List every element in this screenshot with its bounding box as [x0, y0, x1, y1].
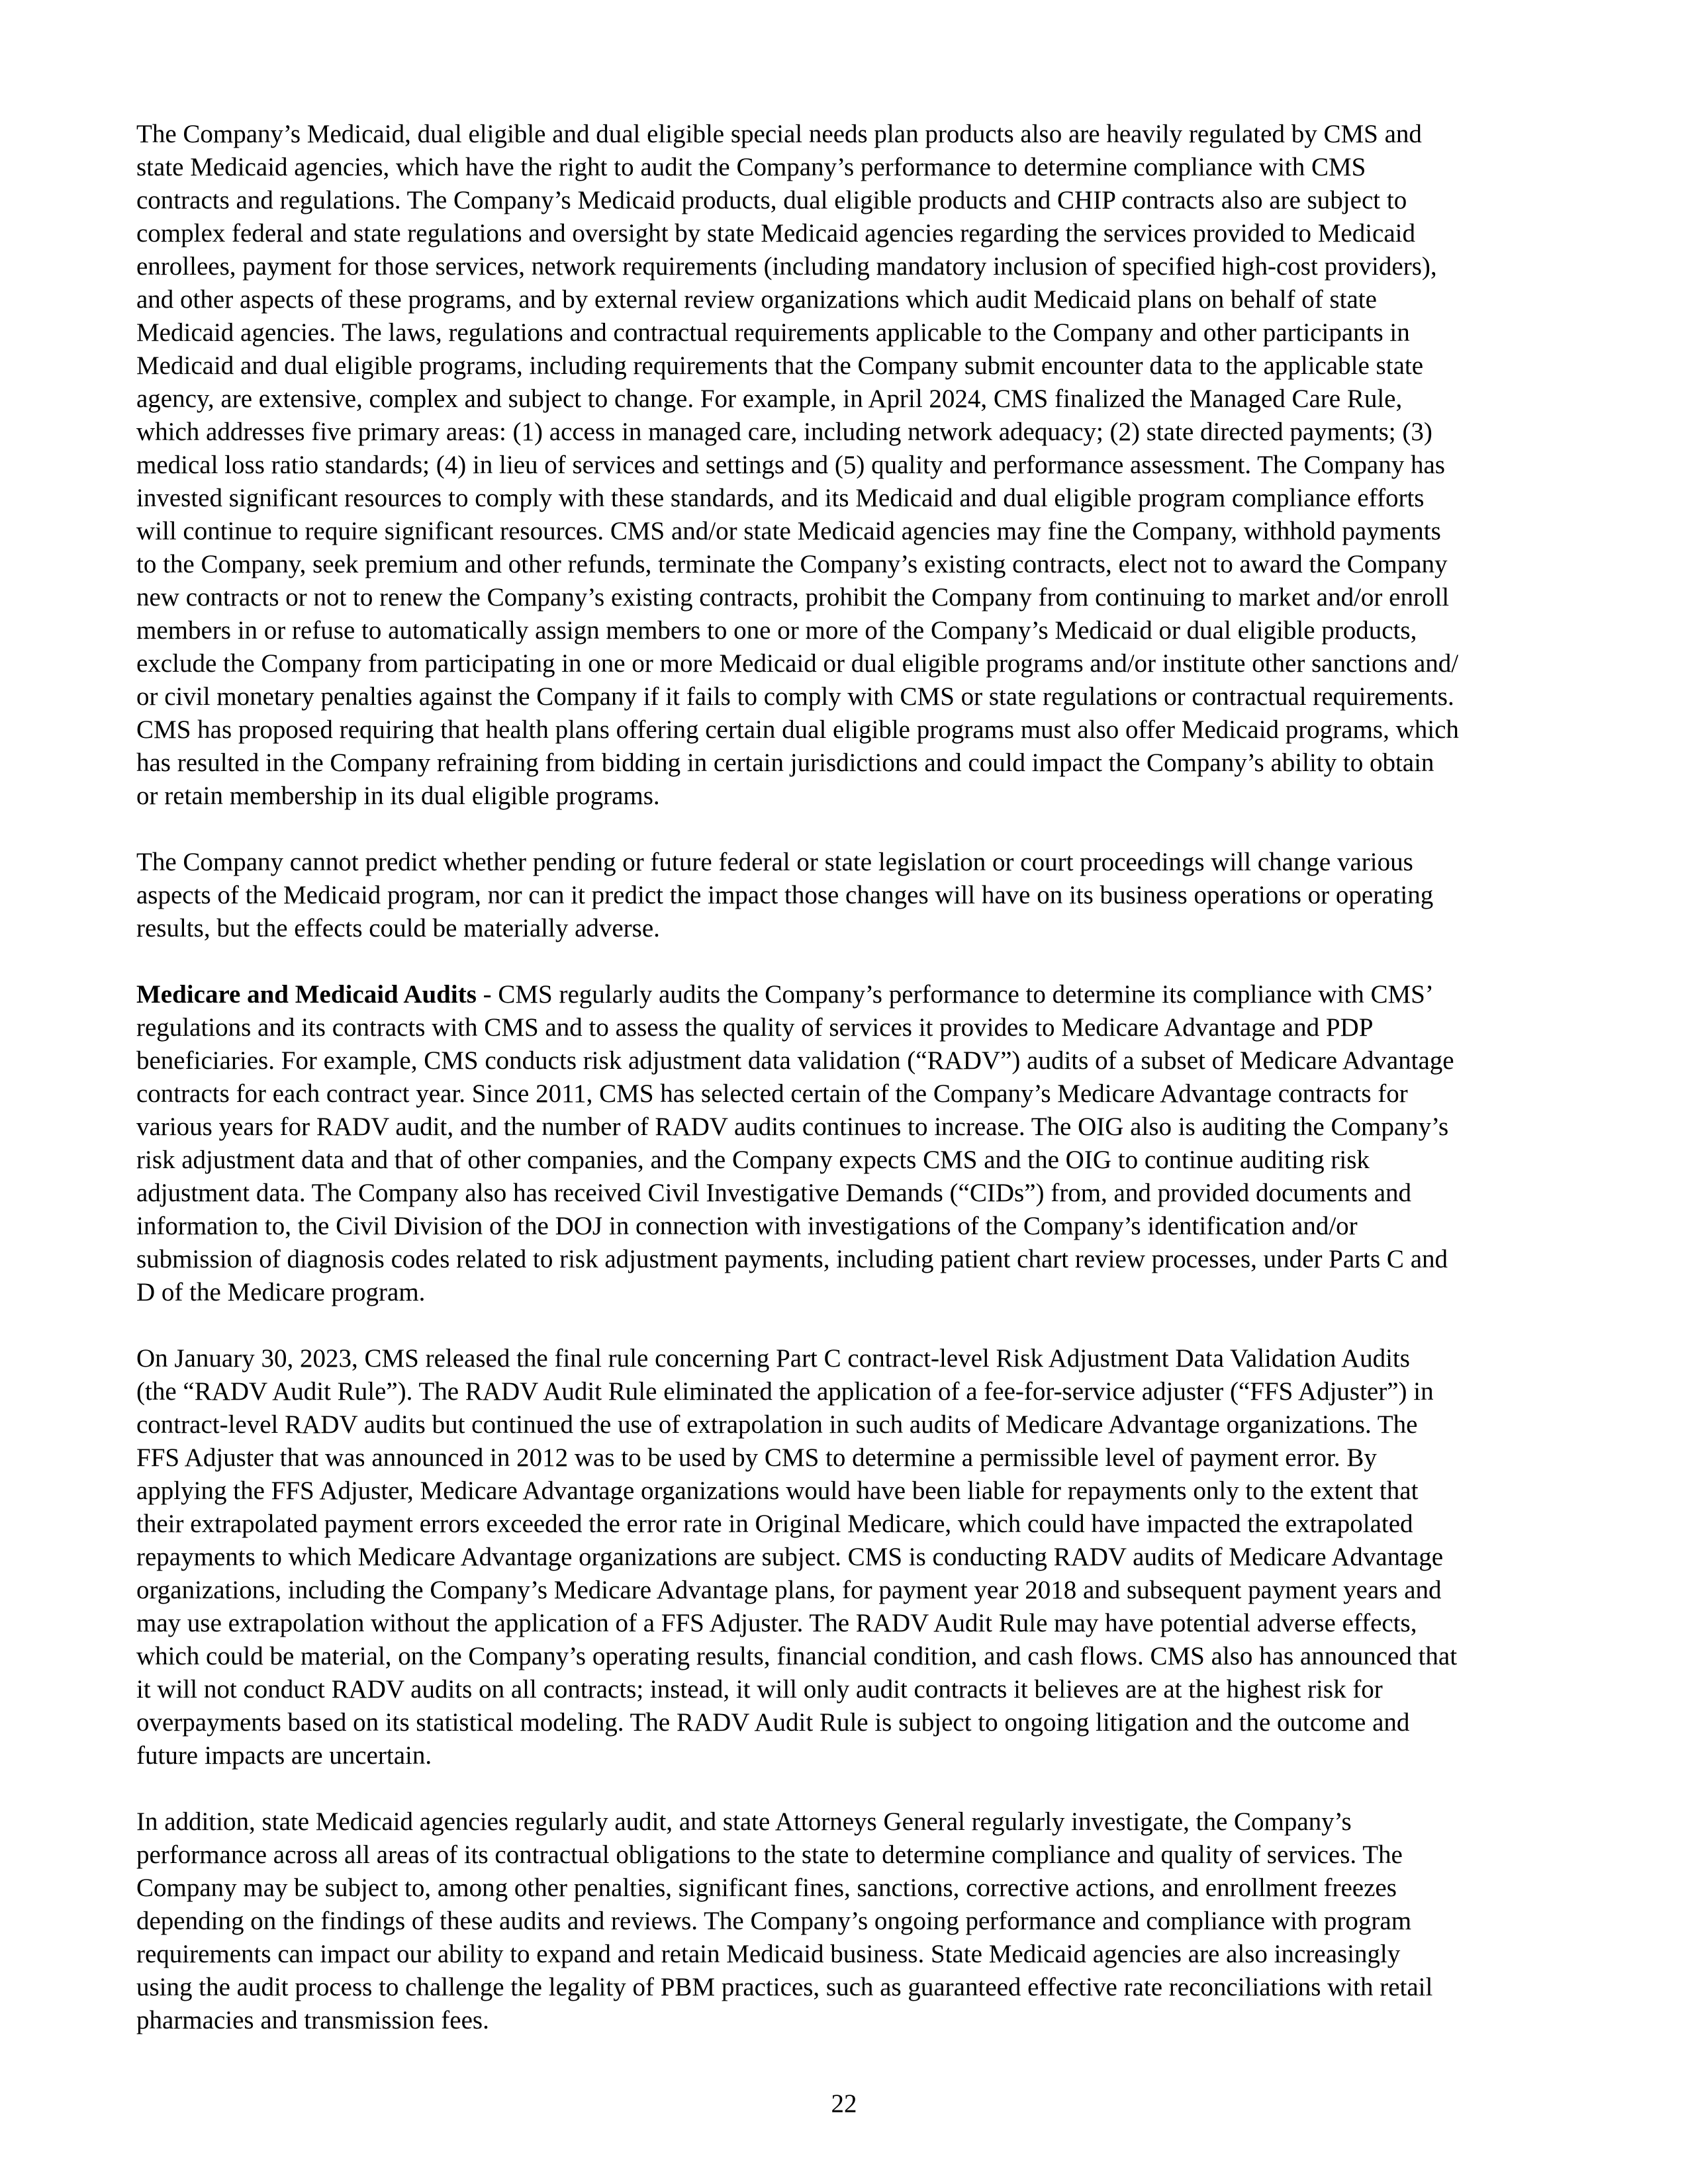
page-number: 22	[831, 2089, 857, 2118]
paragraph-medicaid-regulation: The Company’s Medicaid, dual eligible and dual eligible special needs plan products also are heavily regulated by CMS and state Medicaid agencies, which have the right to audit the Company’s performance to determine compliance with CMS contracts and regulations. The Company’s Medicaid products, dual eligible products and CHIP contracts also are subject to complex federal and state regulations and oversight by state Medicaid agencies regarding the services provided to Medicaid enrollees, payment for those services, network requirements (including mandatory inclusion of specified high-cost providers), and other aspects of these programs, and by external review organizations which audit Medicaid plans on behalf of state Medicaid agencies. The laws, regulations and contractual requirements applicable to the Company and other participants in Medicaid and dual eligible programs, including requirements that the Company submit encounter data to the applicable state agency, are extensive, complex and subject to change. For example, in April 2024, CMS finalized the Managed Care Rule, which addresses five primary areas: (1) access in managed care, including network adequacy; (2) state directed payments; (3) medical loss ratio standards; (4) in lieu of services and settings and (5) quality and performance assessment. The Company has invested significant resources to comply with these standards, and its Medicaid and dual eligible program compliance efforts will continue to require significant resources. CMS and/or state Medicaid agencies may fine the Company, withhold payments to the Company, seek premium and other refunds, terminate the Company’s existing contracts, elect not to award the Company new contracts or not to renew the Company’s existing contracts, prohibit the Company from continuing to market and/or enroll members in or refuse to automatically assign members to one or more of the Company’s Medicaid or dual eligible products, exclude the Company from participating in one or more Medicaid or dual eligible programs and/or institute other sanctions and/ or civil monetary penalties against the Company if it fails to comply with CMS or state regulations or contractual requirements. CMS has proposed requiring that health plans offering certain dual eligible programs must also offer Medicaid programs, which has resulted in the Company refraining from bidding in certain jurisdictions and could impact the Company’s ability to obtain or retain membership in its dual eligible programs.	[136, 120, 1459, 810]
paragraph-medicaid-legislation: The Company cannot predict whether pending or future federal or state legislation or court proceedings will change various aspects of the Medicaid program, nor can it predict the impact those changes will have on its business operations or operating results, but the effects could be materially adverse.	[136, 848, 1434, 942]
section-heading-audits: Medicare and Medicaid Audits	[136, 980, 477, 1009]
paragraph-radv-audit-rule: On January 30, 2023, CMS released the final rule concerning Part C contract-level Risk Adjustment Data Validation Audits (the “RADV Audit Rule”). The RADV Audit Rule eliminated the application of a fee-for-service adjuster (“FFS Adjuster”) in contract-level RADV audits but continued the use of extrapolation in such audits of Medicare Advantage organizations. The FFS Adjuster that was announced in 2012 was to be used by CMS to determine a permissible level of payment error. By applying the FFS Adjuster, Medicare Advantage organizations would have been liable for repayments only to the extent that their extrapolated payment errors exceeded the error rate in Original Medicare, which could have impacted the extrapolated repayments to which Medicare Advantage organizations are subject. CMS is conducting RADV audits of Medicare Advantage organizations, including the Company’s Medicare Advantage plans, for payment year 2018 and subsequent payment years and may use extrapolation without the application of a FFS Adjuster. The RADV Audit Rule may have potential adverse effects, which could be material, on the Company’s operating results, financial condition, and cash flows. CMS also has announced that it will not conduct RADV audits on all contracts; instead, it will only audit contracts it believes are at the highest risk for overpayments based on its statistical modeling. The RADV Audit Rule is subject to ongoing litigation and the outcome and future impacts are uncertain.	[136, 1344, 1458, 1770]
paragraph-state-medicaid-audits: In addition, state Medicaid agencies regularly audit, and state Attorneys General regularly investigate, the Company’s performance across all areas of its contractual obligations to the state to determine compliance and quality of services. The Company may be subject to, among other penalties, significant fines, sanctions, corrective actions, and enrollment freezes depending on the findings of these audits and reviews. The Company’s ongoing performance and compliance with program requirements can impact our ability to expand and retain Medicaid business. State Medicaid agencies are also increasingly using the audit process to challenge the legality of PBM practices, such as guaranteed effective rate reconciliations with retail pharmacies and transmission fees.	[136, 1807, 1433, 2034]
paragraph-medicare-medicaid-audits	[136, 978, 1560, 1309]
paragraph-audits-body: - CMS regularly audits the Company’s performance to determine its compliance with CMS’ regulations and its contracts with CMS and to assess the quality of services it provides to Medicare Advantage and PDP beneficiaries. For example, CMS conducts risk adjustment data validation (“RADV”) audits of a subset of Medicare Advantage contracts for each contract year. Since 2011, CMS has selected certain of the Company’s Medicare Advantage contracts for various years for RADV audit, and the number of RADV audits continues to increase. The OIG also is auditing the Company’s risk adjustment data and that of other companies, and the Company expects CMS and the OIG to continue auditing risk adjustment data. The Company also has received Civil Investigative Demands (“CIDs”) from, and provided documents and information to, the Civil Division of the DOJ in connection with investigations of the Company’s identification and/or submission of diagnosis codes related to risk adjustment payments, including patient chart review processes, under Parts C and D of the Medicare program.	[136, 980, 1454, 1306]
document-body	[136, 118, 1560, 2037]
